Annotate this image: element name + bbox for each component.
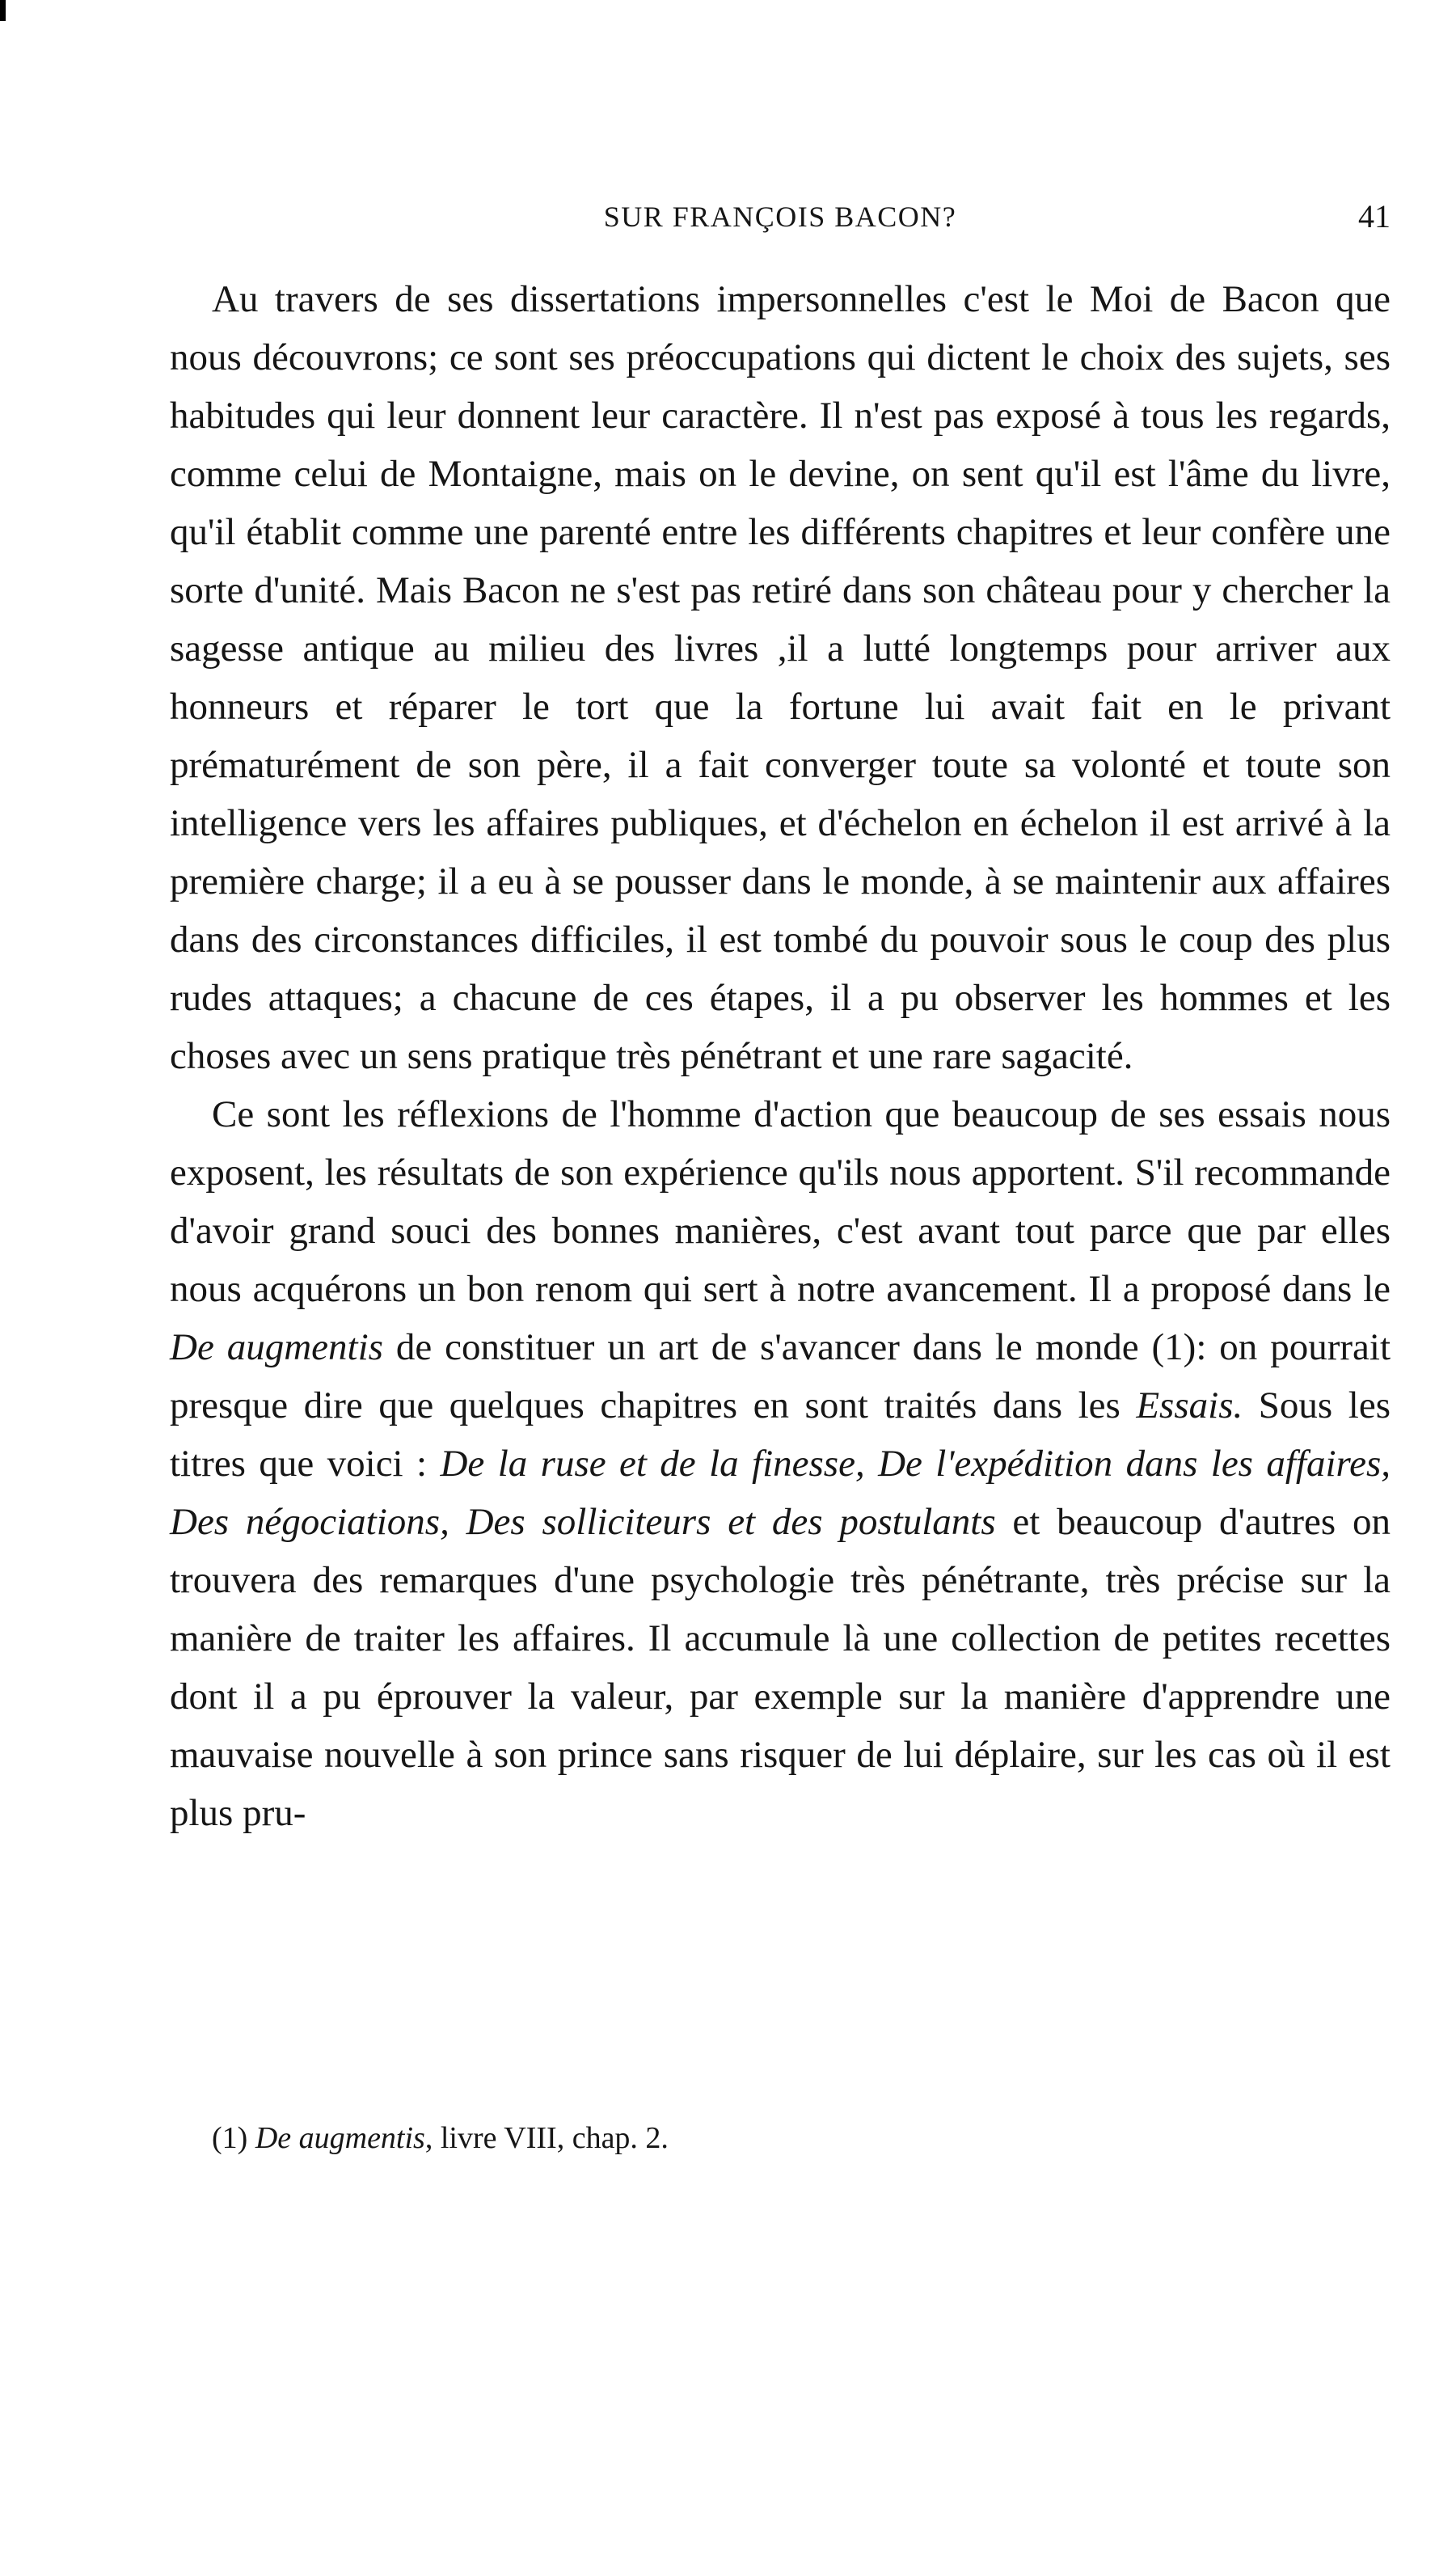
title-de-augmentis: De augmentis: [170, 1326, 383, 1368]
paragraph-2: [170, 1085, 1391, 1842]
title-essais: Essais.: [1136, 1384, 1243, 1426]
paragraph-2-text-1: Ce sont les réflexions de l'homme d'action que beaucoup de ses essais nous exposent, les résultats de son expérience qu'ils nous apportent. S'il recommande d'avoir grand souci des bonnes manières, c'est avant tout parce que par elles nous acquérons un bon renom qui sert à notre avancement. Il a proposé dans le: [170, 1093, 1391, 1310]
running-title: SUR FRANÇOIS BACON?: [603, 201, 957, 233]
page-number: 41: [1358, 198, 1391, 235]
paragraph-1: Au travers de ses dissertations impersonnelles c'est le Moi de Bacon que nous découvrons; ce sont ses préoccupations qui dictent le choix des sujets, ses habitudes qui leur donnent leur caractère. Il n'est pas exposé à tous les regards, comme celui de Montaigne, mais on le devine, on sent qu'il est l'âme du livre, qu'il établit comme une parenté entre les différents chapitres et leur confère une sorte d'unité. Mais Bacon ne s'est pas retiré dans son château pour y chercher la sagesse antique au milieu des livres ,il a lutté longtemps pour arriver aux honneurs et réparer le tort que la fortune lui avait fait en le privant prématurément de son père, il a fait converger toute sa volonté et toute son intelligence vers les affaires publiques, et d'échelon en échelon il est arrivé à la première charge; il a eu à se pousser dans le monde, à se maintenir aux affaires dans des circonstances difficiles, il est tombé du pouvoir sous le coup des plus rudes attaques; a chacune de ces étapes, il a pu observer les hommes et les choses avec un sens pratique très pénétrant et une rare sagacité.: [170, 278, 1391, 1077]
running-head: [170, 192, 1391, 241]
paragraph-2-text-4: et beaucoup d'autres on trouvera des remarques d'une psychologie très pénétrante, très précise sur la manière de traiter les affaires. Il accumule là une collection de petites recettes dont il a pu éprouver la valeur, par exemple sur la manière d'apprendre une mauvaise nouvelle à son prince sans risquer de lui déplaire, sur les cas où il est plus pru-: [170, 1501, 1391, 1834]
footnote: [212, 2114, 1344, 2162]
essay-titles: De la ruse et de la finesse, De l'expédition dans les affaires, Des négociations, Des solliciteurs et des postulants: [170, 1443, 1391, 1543]
paragraph-2-text-3: Sous les titres que voici :: [170, 1384, 1391, 1485]
footnote-title: De augmentis: [255, 2121, 425, 2155]
scan-edge-mark: [0, 0, 6, 21]
footnote-marker: (1): [212, 2121, 255, 2155]
footnote-rest: , livre VIII, chap. 2.: [424, 2121, 669, 2155]
body-text: [170, 270, 1391, 1842]
paragraph-2-text-2: de constituer un art de s'avancer dans le monde (1): on pourrait presque dire que quelques chapitres en sont traités dans les: [170, 1326, 1391, 1426]
